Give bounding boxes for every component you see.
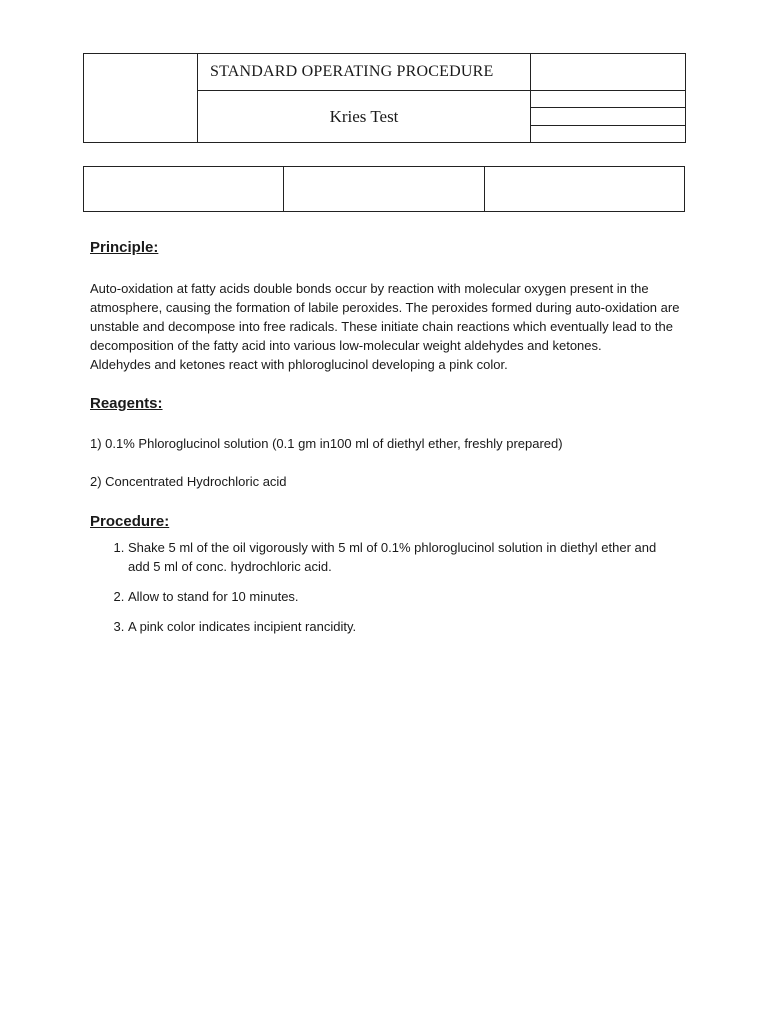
info-cell-2 bbox=[284, 167, 484, 212]
revision-cell-3 bbox=[531, 125, 685, 142]
test-name: Kries Test bbox=[198, 91, 531, 143]
revision-cell-2 bbox=[531, 107, 685, 124]
sop-header-table bbox=[83, 53, 686, 143]
sop-title: STANDARD OPERATING PROCEDURE bbox=[198, 54, 531, 91]
reagent-item-2: 2) Concentrated Hydrochloric acid bbox=[90, 474, 287, 489]
procedure-step: 2. Allow to stand for 10 minutes. bbox=[128, 587, 680, 606]
principle-paragraph-2: Aldehydes and ketones react with phloroglucinol developing a pink color. bbox=[90, 357, 508, 372]
principle-paragraph: Auto-oxidation at fatty acids double bonds occur by reaction with molecular oxygen present in the atmosphere, causing the formation of labile peroxides. The peroxides formed during auto-oxidation are unstable and decompose into free radicals. These initiate chain reactions which eventually lead to the decomposition of the fatty acid into various low-molecular weight aldehydes and ketones. bbox=[90, 281, 680, 353]
info-cell-1 bbox=[84, 167, 284, 212]
logo-cell bbox=[84, 54, 198, 143]
procedure-step: 1. Shake 5 ml of the oil vigorously with 5 ml of 0.1% phloroglucinol solution in diethyl ether and add 5 ml of conc. hydrochloric acid. bbox=[128, 538, 680, 576]
doc-number-cell bbox=[531, 54, 686, 91]
document-body bbox=[90, 238, 680, 647]
info-table bbox=[83, 166, 685, 212]
revision-cells bbox=[531, 91, 686, 143]
revision-cell-1 bbox=[531, 91, 685, 107]
procedure-steps bbox=[90, 538, 680, 636]
reagents-heading: Reagents: bbox=[90, 395, 163, 412]
procedure-step: 3. A pink color indicates incipient rancidity. bbox=[128, 617, 680, 636]
reagent-item-1: 1) 0.1% Phloroglucinol solution (0.1 gm in100 ml of diethyl ether, freshly prepared) bbox=[90, 436, 563, 451]
procedure-heading: Procedure: bbox=[90, 513, 170, 530]
info-cell-3 bbox=[484, 167, 684, 212]
principle-heading: Principle: bbox=[90, 239, 159, 256]
